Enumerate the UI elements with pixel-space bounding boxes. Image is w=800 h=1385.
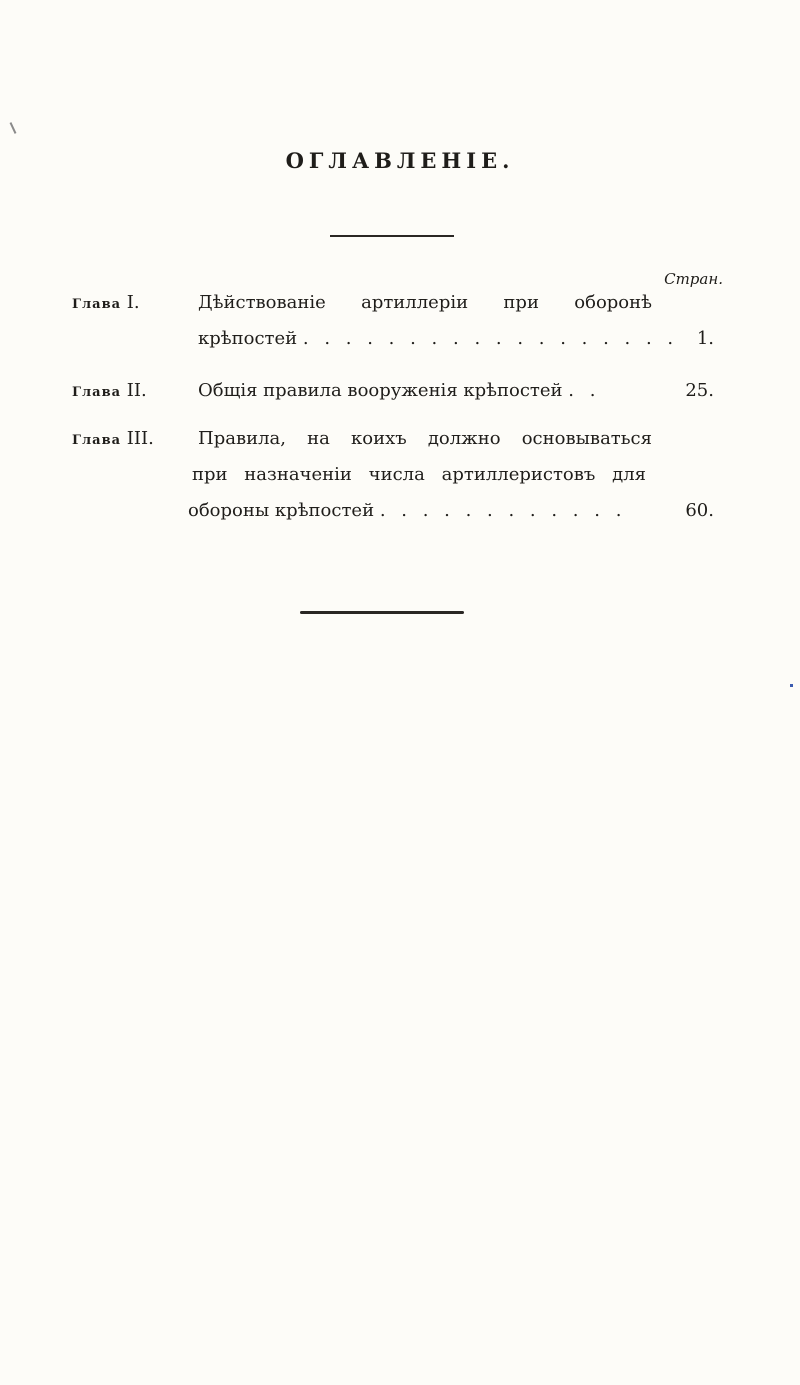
page-number: 60. <box>685 500 714 521</box>
entry-title-line-last <box>198 328 678 349</box>
chapter-label <box>72 380 147 401</box>
entry-title-text: крѣпостей <box>198 328 298 349</box>
page-number: 1. <box>696 328 714 349</box>
closing-rule <box>300 611 464 614</box>
scan-mark <box>10 122 17 134</box>
chapter-word: Глава <box>72 433 122 448</box>
dot-leader: . . . . . . . . . . . . <box>379 500 627 521</box>
dot-leader: . . . . . . . . . . . . . . . . . . <box>302 328 679 349</box>
page-number: 25. <box>685 380 714 401</box>
entry-title-line: Дѣйствованіе артиллеріи при оборонѣ <box>198 292 652 313</box>
page-title: ОГЛАВЛЕНІЕ. <box>285 148 515 173</box>
chapter-numeral: II. <box>126 380 147 401</box>
chapter-word: Глава <box>72 385 122 400</box>
dot-leader: . . <box>568 380 601 401</box>
entry-title-line-last <box>188 500 626 521</box>
chapter-word: Глава <box>72 297 122 312</box>
scan-mark <box>790 684 793 687</box>
entry-title-line-last <box>198 380 600 401</box>
chapter-numeral: III. <box>126 428 154 449</box>
chapter-label <box>72 428 154 449</box>
entry-title-text: обороны крѣпостей <box>188 500 375 521</box>
page-column-header: Стран. <box>664 270 723 288</box>
chapter-label <box>72 292 140 313</box>
entry-title-line: при назначеніи числа артиллеристовъ для <box>192 464 646 485</box>
chapter-numeral: I. <box>126 292 140 313</box>
title-rule <box>330 235 454 237</box>
entry-title-text: Общія правила вооруженія крѣпостей <box>198 380 563 401</box>
entry-title-line: Правила, на коихъ должно основываться <box>198 428 652 449</box>
